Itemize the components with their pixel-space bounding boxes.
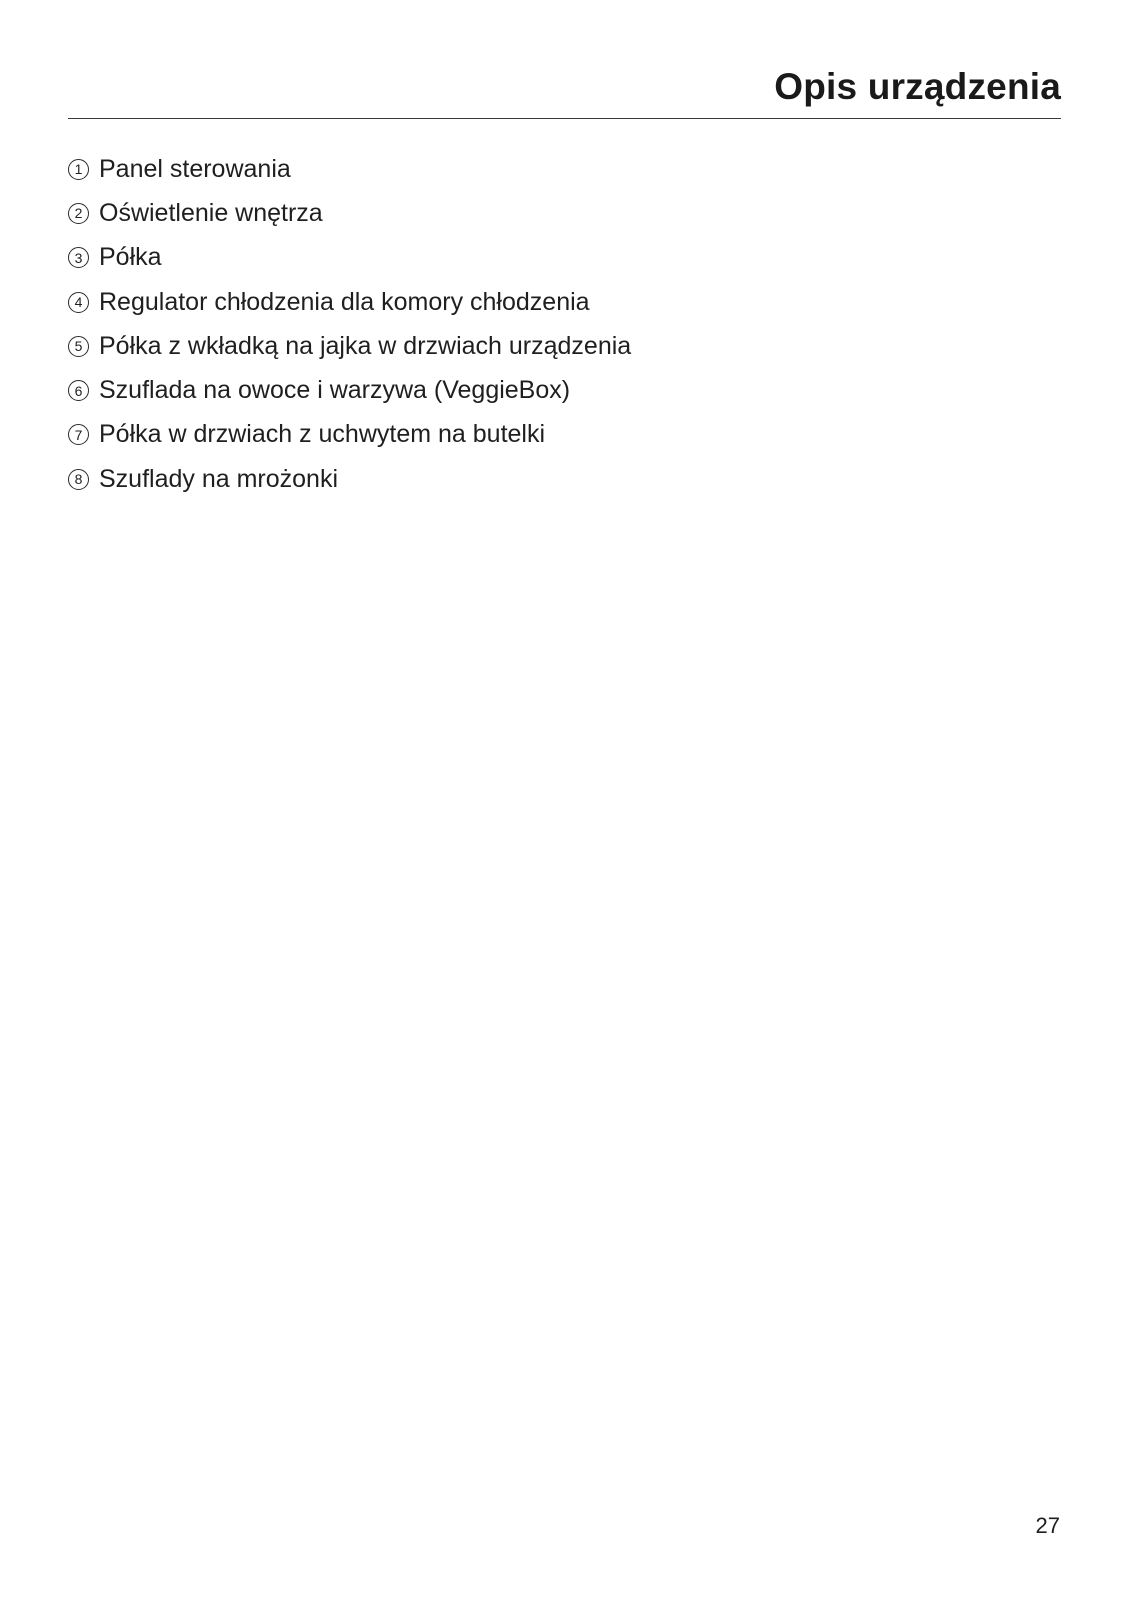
item-label: Panel sterowania <box>99 154 291 183</box>
item-label: Półka w drzwiach z uchwytem na butelki <box>99 420 546 449</box>
list-item <box>68 457 631 501</box>
item-label: Oświetlenie wnętrza <box>99 198 323 227</box>
page-header <box>68 60 1061 119</box>
page-title: Opis urządzenia <box>774 66 1061 107</box>
list-item <box>68 413 631 457</box>
item-label: Półka <box>99 243 162 272</box>
list-item <box>68 236 631 280</box>
item-number-badge: 8 <box>68 469 89 490</box>
list-item <box>68 368 631 412</box>
item-label: Półka z wkładką na jajka w drzwiach urządzenia <box>99 331 632 360</box>
item-number-badge: 5 <box>68 336 89 357</box>
list-item <box>68 324 631 368</box>
item-number-badge: 7 <box>68 424 89 445</box>
item-number-badge: 2 <box>68 203 89 224</box>
item-number-badge: 4 <box>68 292 89 313</box>
list-item <box>68 147 631 191</box>
component-legend <box>68 147 631 501</box>
page-number: 27 <box>1035 1513 1060 1538</box>
item-number-badge: 6 <box>68 380 89 401</box>
item-label: Regulator chłodzenia dla komory chłodzenia <box>99 287 590 316</box>
item-label: Szuflada na owoce i warzywa (VeggieBox) <box>99 376 571 405</box>
list-item <box>68 280 631 324</box>
item-number-badge: 1 <box>68 159 89 180</box>
item-label: Szuflady na mrożonki <box>99 464 339 493</box>
item-number-badge: 3 <box>68 247 89 268</box>
list-item <box>68 191 631 235</box>
